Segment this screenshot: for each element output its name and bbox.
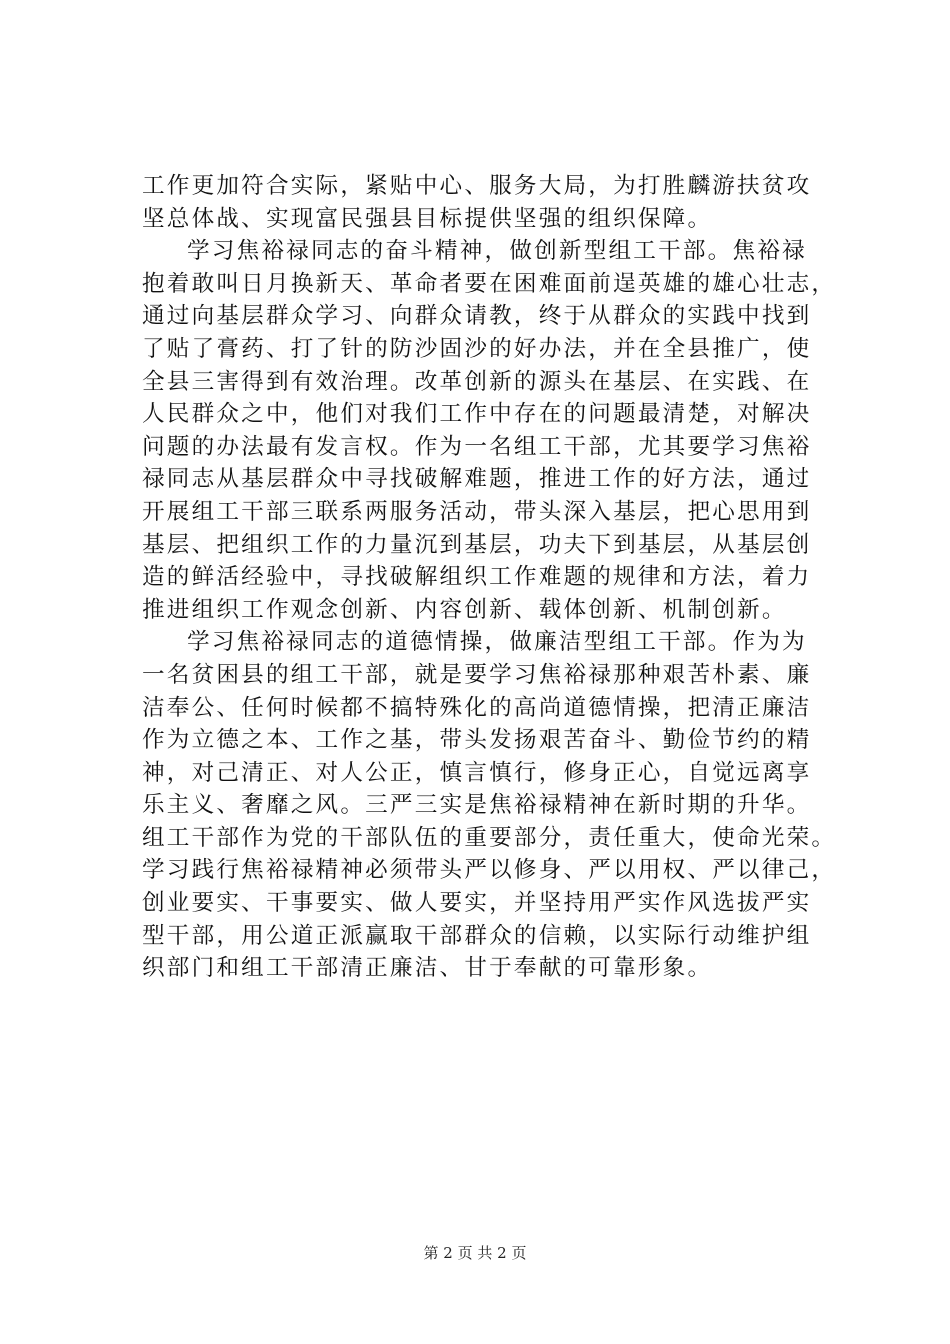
- text-line: 组工干部作为党的干部队伍的重要部分，责任重大，使命光荣。: [142, 824, 837, 851]
- text-line: 洁奉公、任何时候都不搞特殊化的高尚道德情操，把清正廉洁: [142, 694, 812, 721]
- text-line: 工作更加符合实际，紧贴中心、服务大局，为打胜麟游扶贫攻: [142, 173, 812, 199]
- paragraph-first-line: 学习焦裕禄同志的奋斗精神，做创新型组工干部。焦裕禄: [187, 238, 807, 265]
- text-line: 乐主义、奢靡之风。三严三实是焦裕禄精神在新时期的升华。: [142, 792, 812, 819]
- text-line: 织部门和组工干部清正廉洁、甘于奉献的可靠形象。: [142, 955, 713, 982]
- text-line: 作为立德之本、工作之基，带头发扬艰苦奋斗、勤俭节约的精: [142, 727, 812, 754]
- text-line: 禄同志从基层群众中寻找破解难题，推进工作的好方法，通过: [142, 466, 812, 493]
- text-line: 神，对己清正、对人公正，慎言慎行，修身正心，自觉远离享: [142, 759, 812, 786]
- text-line: 创业要实、干事要实、做人要实，并坚持用严实作风选拔严实: [142, 890, 812, 917]
- text-line: 学习践行焦裕禄精神必须带头严以修身、严以用权、严以律己，: [142, 857, 837, 884]
- paragraph-first-line: 学习焦裕禄同志的道德情操，做廉洁型组工干部。作为为: [187, 629, 807, 656]
- text-line: 一名贫困县的组工干部，就是要学习焦裕禄那种艰苦朴素、廉: [142, 661, 812, 688]
- page-number-footer: 第 2 页 共 2 页: [423, 1244, 527, 1262]
- text-line: 通过向基层群众学习、向群众请教，终于从群众的实践中找到: [142, 303, 812, 330]
- text-line: 开展组工干部三联系两服务活动，带头深入基层，把心思用到: [142, 498, 812, 525]
- text-line: 基层、把组织工作的力量沉到基层，功夫下到基层，从基层创: [142, 531, 812, 558]
- text-line: 全县三害得到有效治理。改革创新的源头在基层、在实践、在: [142, 368, 812, 395]
- text-line: 问题的办法最有发言权。作为一名组工干部，尤其要学习焦裕: [142, 433, 812, 460]
- text-line: 人民群众之中，他们对我们工作中存在的问题最清楚，对解决: [142, 401, 812, 428]
- text-line: 抱着敢叫日月换新天、革命者要在困难面前逞英雄的雄心壮志，: [142, 270, 837, 297]
- text-line: 造的鲜活经验中，寻找破解组织工作难题的规律和方法，着力: [142, 564, 812, 591]
- text-line: 了贴了膏药、打了针的防沙固沙的好办法，并在全县推广，使: [142, 335, 812, 362]
- text-line: 坚总体战、实现富民强县目标提供坚强的组织保障。: [142, 205, 713, 232]
- document-body: [142, 170, 837, 985]
- text-line: 型干部，用公道正派赢取干部群众的信赖，以实际行动维护组: [142, 922, 812, 949]
- text-line: 推进组织工作观念创新、内容创新、载体创新、机制创新。: [142, 596, 787, 623]
